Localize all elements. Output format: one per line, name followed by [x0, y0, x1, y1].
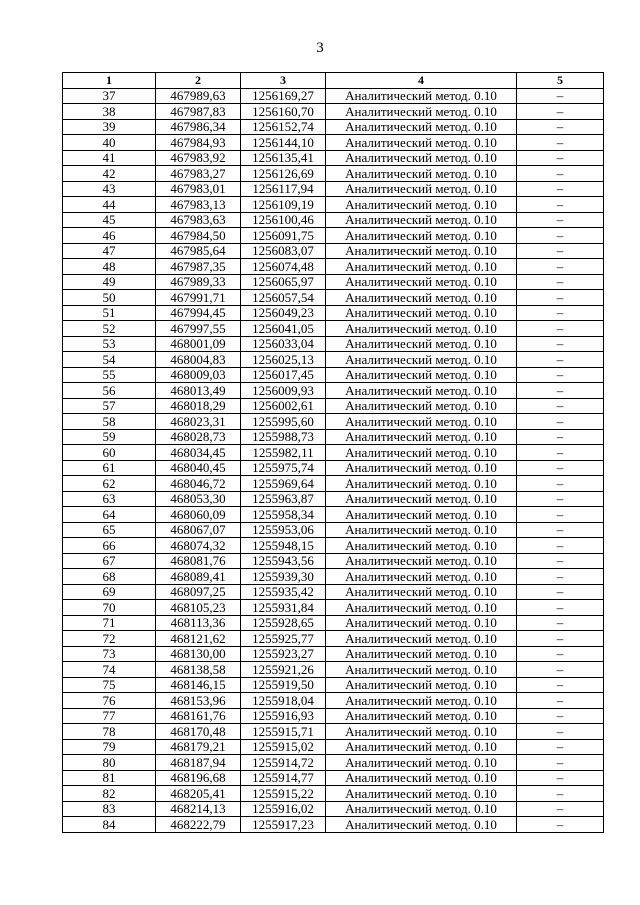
- point-number-cell: 65: [63, 522, 156, 538]
- point-number-cell: 71: [63, 615, 156, 631]
- table-row: [63, 352, 604, 368]
- method-cell: Аналитический метод. 0.10: [326, 290, 517, 306]
- point-number-cell: 81: [63, 770, 156, 786]
- x-coordinate-cell: 468060,09: [156, 507, 241, 523]
- remark-cell: –: [517, 677, 604, 693]
- remark-cell: –: [517, 228, 604, 244]
- y-coordinate-cell: 1255969,64: [241, 476, 326, 492]
- x-coordinate-cell: 468097,25: [156, 584, 241, 600]
- table-row: [63, 693, 604, 709]
- y-coordinate-cell: 1256009,93: [241, 383, 326, 399]
- remark-cell: –: [517, 584, 604, 600]
- x-coordinate-cell: 467997,55: [156, 321, 241, 337]
- x-coordinate-cell: 468187,94: [156, 755, 241, 771]
- method-cell: Аналитический метод. 0.10: [326, 88, 517, 104]
- method-cell: Аналитический метод. 0.10: [326, 367, 517, 383]
- point-number-cell: 68: [63, 569, 156, 585]
- table-row: [63, 476, 604, 492]
- table-row: [63, 755, 604, 771]
- x-coordinate-cell: 468053,30: [156, 491, 241, 507]
- remark-cell: –: [517, 398, 604, 414]
- table-row: [63, 166, 604, 182]
- method-cell: Аналитический метод. 0.10: [326, 274, 517, 290]
- table-row: [63, 584, 604, 600]
- method-cell: Аналитический метод. 0.10: [326, 491, 517, 507]
- x-coordinate-cell: 467987,83: [156, 104, 241, 120]
- table-row: [63, 181, 604, 197]
- x-coordinate-cell: 467991,71: [156, 290, 241, 306]
- y-coordinate-cell: 1256126,69: [241, 166, 326, 182]
- remark-cell: –: [517, 522, 604, 538]
- remark-cell: –: [517, 739, 604, 755]
- x-coordinate-cell: 467983,27: [156, 166, 241, 182]
- table-row: [63, 197, 604, 213]
- y-coordinate-cell: 1256033,04: [241, 336, 326, 352]
- method-cell: Аналитический метод. 0.10: [326, 119, 517, 135]
- remark-cell: –: [517, 290, 604, 306]
- point-number-cell: 75: [63, 677, 156, 693]
- y-coordinate-cell: 1256025,13: [241, 352, 326, 368]
- y-coordinate-cell: 1256074,48: [241, 259, 326, 275]
- method-cell: Аналитический метод. 0.10: [326, 693, 517, 709]
- header-col-3: 3: [241, 73, 326, 89]
- y-coordinate-cell: 1255963,87: [241, 491, 326, 507]
- table-row: [63, 398, 604, 414]
- remark-cell: –: [517, 197, 604, 213]
- remark-cell: –: [517, 708, 604, 724]
- x-coordinate-cell: 468023,31: [156, 414, 241, 430]
- point-number-cell: 42: [63, 166, 156, 182]
- x-coordinate-cell: 467983,13: [156, 197, 241, 213]
- point-number-cell: 40: [63, 135, 156, 151]
- y-coordinate-cell: 1255958,34: [241, 507, 326, 523]
- remark-cell: –: [517, 817, 604, 833]
- table-row: [63, 677, 604, 693]
- method-cell: Аналитический метод. 0.10: [326, 445, 517, 461]
- method-cell: Аналитический метод. 0.10: [326, 708, 517, 724]
- y-coordinate-cell: 1255914,77: [241, 770, 326, 786]
- table-row: [63, 801, 604, 817]
- x-coordinate-cell: 468009,03: [156, 367, 241, 383]
- point-number-cell: 57: [63, 398, 156, 414]
- y-coordinate-cell: 1255916,02: [241, 801, 326, 817]
- table-row: [63, 243, 604, 259]
- point-number-cell: 79: [63, 739, 156, 755]
- y-coordinate-cell: 1255982,11: [241, 445, 326, 461]
- y-coordinate-cell: 1255943,56: [241, 553, 326, 569]
- method-cell: Аналитический метод. 0.10: [326, 352, 517, 368]
- method-cell: Аналитический метод. 0.10: [326, 662, 517, 678]
- x-coordinate-cell: 468018,29: [156, 398, 241, 414]
- table-row: [63, 538, 604, 554]
- method-cell: Аналитический метод. 0.10: [326, 104, 517, 120]
- method-cell: Аналитический метод. 0.10: [326, 336, 517, 352]
- remark-cell: –: [517, 181, 604, 197]
- table-row: [63, 770, 604, 786]
- remark-cell: –: [517, 538, 604, 554]
- table-row: [63, 228, 604, 244]
- x-coordinate-cell: 468089,41: [156, 569, 241, 585]
- y-coordinate-cell: 1256057,54: [241, 290, 326, 306]
- method-cell: Аналитический метод. 0.10: [326, 398, 517, 414]
- x-coordinate-cell: 468179,21: [156, 739, 241, 755]
- x-coordinate-cell: 467989,63: [156, 88, 241, 104]
- point-number-cell: 84: [63, 817, 156, 833]
- x-coordinate-cell: 468130,00: [156, 646, 241, 662]
- remark-cell: –: [517, 755, 604, 771]
- point-number-cell: 48: [63, 259, 156, 275]
- remark-cell: –: [517, 336, 604, 352]
- remark-cell: –: [517, 243, 604, 259]
- x-coordinate-cell: 467987,35: [156, 259, 241, 275]
- y-coordinate-cell: 1255988,73: [241, 429, 326, 445]
- y-coordinate-cell: 1256109,19: [241, 197, 326, 213]
- remark-cell: –: [517, 770, 604, 786]
- table-row: [63, 522, 604, 538]
- method-cell: Аналитический метод. 0.10: [326, 615, 517, 631]
- table-row: [63, 662, 604, 678]
- table-row: [63, 119, 604, 135]
- point-number-cell: 62: [63, 476, 156, 492]
- point-number-cell: 38: [63, 104, 156, 120]
- x-coordinate-cell: 467984,93: [156, 135, 241, 151]
- y-coordinate-cell: 1256002,61: [241, 398, 326, 414]
- point-number-cell: 50: [63, 290, 156, 306]
- x-coordinate-cell: 468105,23: [156, 600, 241, 616]
- x-coordinate-cell: 468214,13: [156, 801, 241, 817]
- point-number-cell: 56: [63, 383, 156, 399]
- remark-cell: –: [517, 724, 604, 740]
- method-cell: Аналитический метод. 0.10: [326, 166, 517, 182]
- page-number: 3: [316, 40, 324, 56]
- remark-cell: –: [517, 352, 604, 368]
- remark-cell: –: [517, 88, 604, 104]
- method-cell: Аналитический метод. 0.10: [326, 739, 517, 755]
- table-row: [63, 507, 604, 523]
- method-cell: Аналитический метод. 0.10: [326, 770, 517, 786]
- point-number-cell: 41: [63, 150, 156, 166]
- method-cell: Аналитический метод. 0.10: [326, 150, 517, 166]
- remark-cell: –: [517, 600, 604, 616]
- x-coordinate-cell: 468046,72: [156, 476, 241, 492]
- remark-cell: –: [517, 150, 604, 166]
- table-row: [63, 491, 604, 507]
- x-coordinate-cell: 467989,33: [156, 274, 241, 290]
- y-coordinate-cell: 1255975,74: [241, 460, 326, 476]
- point-number-cell: 66: [63, 538, 156, 554]
- point-number-cell: 60: [63, 445, 156, 461]
- remark-cell: –: [517, 801, 604, 817]
- point-number-cell: 43: [63, 181, 156, 197]
- table-row: [63, 786, 604, 802]
- point-number-cell: 61: [63, 460, 156, 476]
- table-body: [63, 88, 604, 832]
- method-cell: Аналитический метод. 0.10: [326, 321, 517, 337]
- remark-cell: –: [517, 166, 604, 182]
- table-row: [63, 274, 604, 290]
- x-coordinate-cell: 468196,68: [156, 770, 241, 786]
- method-cell: Аналитический метод. 0.10: [326, 801, 517, 817]
- y-coordinate-cell: 1256135,41: [241, 150, 326, 166]
- point-number-cell: 52: [63, 321, 156, 337]
- y-coordinate-cell: 1255917,23: [241, 817, 326, 833]
- point-number-cell: 49: [63, 274, 156, 290]
- table-row: [63, 646, 604, 662]
- x-coordinate-cell: 468040,45: [156, 460, 241, 476]
- method-cell: Аналитический метод. 0.10: [326, 507, 517, 523]
- table-row: [63, 336, 604, 352]
- point-number-cell: 82: [63, 786, 156, 802]
- header-col-5: 5: [517, 73, 604, 89]
- method-cell: Аналитический метод. 0.10: [326, 631, 517, 647]
- remark-cell: –: [517, 491, 604, 507]
- method-cell: Аналитический метод. 0.10: [326, 460, 517, 476]
- point-number-cell: 74: [63, 662, 156, 678]
- y-coordinate-cell: 1255919,50: [241, 677, 326, 693]
- point-number-cell: 39: [63, 119, 156, 135]
- point-number-cell: 51: [63, 305, 156, 321]
- y-coordinate-cell: 1256049,23: [241, 305, 326, 321]
- point-number-cell: 37: [63, 88, 156, 104]
- table-row: [63, 724, 604, 740]
- method-cell: Аналитический метод. 0.10: [326, 553, 517, 569]
- header-col-2: 2: [156, 73, 241, 89]
- table-row: [63, 615, 604, 631]
- table-row: [63, 739, 604, 755]
- remark-cell: –: [517, 460, 604, 476]
- remark-cell: –: [517, 414, 604, 430]
- table-row: [63, 553, 604, 569]
- header-col-4: 4: [326, 73, 517, 89]
- x-coordinate-cell: 467994,45: [156, 305, 241, 321]
- method-cell: Аналитический метод. 0.10: [326, 383, 517, 399]
- remark-cell: –: [517, 553, 604, 569]
- point-number-cell: 58: [63, 414, 156, 430]
- x-coordinate-cell: 468067,07: [156, 522, 241, 538]
- y-coordinate-cell: 1256169,27: [241, 88, 326, 104]
- remark-cell: –: [517, 662, 604, 678]
- point-number-cell: 70: [63, 600, 156, 616]
- y-coordinate-cell: 1255915,02: [241, 739, 326, 755]
- x-coordinate-cell: 468013,49: [156, 383, 241, 399]
- method-cell: Аналитический метод. 0.10: [326, 600, 517, 616]
- y-coordinate-cell: 1255918,04: [241, 693, 326, 709]
- point-number-cell: 67: [63, 553, 156, 569]
- remark-cell: –: [517, 646, 604, 662]
- x-coordinate-cell: 468113,36: [156, 615, 241, 631]
- y-coordinate-cell: 1256041,05: [241, 321, 326, 337]
- method-cell: Аналитический метод. 0.10: [326, 212, 517, 228]
- y-coordinate-cell: 1256017,45: [241, 367, 326, 383]
- x-coordinate-cell: 468205,41: [156, 786, 241, 802]
- remark-cell: –: [517, 321, 604, 337]
- table-row: [63, 259, 604, 275]
- table-row: [63, 321, 604, 337]
- x-coordinate-cell: 468146,15: [156, 677, 241, 693]
- y-coordinate-cell: 1256152,74: [241, 119, 326, 135]
- point-number-cell: 59: [63, 429, 156, 445]
- point-number-cell: 73: [63, 646, 156, 662]
- table-row: [63, 88, 604, 104]
- x-coordinate-cell: 468081,76: [156, 553, 241, 569]
- remark-cell: –: [517, 476, 604, 492]
- method-cell: Аналитический метод. 0.10: [326, 135, 517, 151]
- remark-cell: –: [517, 383, 604, 399]
- table-row: [63, 414, 604, 430]
- point-number-cell: 77: [63, 708, 156, 724]
- remark-cell: –: [517, 305, 604, 321]
- table-row: [63, 367, 604, 383]
- remark-cell: –: [517, 429, 604, 445]
- y-coordinate-cell: 1255915,71: [241, 724, 326, 740]
- x-coordinate-cell: 468034,45: [156, 445, 241, 461]
- method-cell: Аналитический метод. 0.10: [326, 414, 517, 430]
- method-cell: Аналитический метод. 0.10: [326, 677, 517, 693]
- remark-cell: –: [517, 445, 604, 461]
- table-row: [63, 104, 604, 120]
- y-coordinate-cell: 1255995,60: [241, 414, 326, 430]
- table-row: [63, 429, 604, 445]
- y-coordinate-cell: 1255923,27: [241, 646, 326, 662]
- table-row: [63, 150, 604, 166]
- y-coordinate-cell: 1256144,10: [241, 135, 326, 151]
- y-coordinate-cell: 1255925,77: [241, 631, 326, 647]
- method-cell: Аналитический метод. 0.10: [326, 305, 517, 321]
- point-number-cell: 55: [63, 367, 156, 383]
- point-number-cell: 64: [63, 507, 156, 523]
- table-row: [63, 212, 604, 228]
- remark-cell: –: [517, 786, 604, 802]
- method-cell: Аналитический метод. 0.10: [326, 259, 517, 275]
- table-row: [63, 708, 604, 724]
- method-cell: Аналитический метод. 0.10: [326, 646, 517, 662]
- table-row: [63, 569, 604, 585]
- x-coordinate-cell: 468161,76: [156, 708, 241, 724]
- y-coordinate-cell: 1256091,75: [241, 228, 326, 244]
- point-number-cell: 80: [63, 755, 156, 771]
- point-number-cell: 83: [63, 801, 156, 817]
- remark-cell: –: [517, 615, 604, 631]
- remark-cell: –: [517, 104, 604, 120]
- method-cell: Аналитический метод. 0.10: [326, 228, 517, 244]
- x-coordinate-cell: 468004,83: [156, 352, 241, 368]
- table-row: [63, 631, 604, 647]
- point-number-cell: 72: [63, 631, 156, 647]
- table-row: [63, 135, 604, 151]
- y-coordinate-cell: 1255928,65: [241, 615, 326, 631]
- remark-cell: –: [517, 119, 604, 135]
- x-coordinate-cell: 467985,64: [156, 243, 241, 259]
- x-coordinate-cell: 468138,58: [156, 662, 241, 678]
- point-number-cell: 53: [63, 336, 156, 352]
- method-cell: Аналитический метод. 0.10: [326, 817, 517, 833]
- method-cell: Аналитический метод. 0.10: [326, 476, 517, 492]
- remark-cell: –: [517, 367, 604, 383]
- x-coordinate-cell: 467984,50: [156, 228, 241, 244]
- point-number-cell: 78: [63, 724, 156, 740]
- y-coordinate-cell: 1256100,46: [241, 212, 326, 228]
- y-coordinate-cell: 1255935,42: [241, 584, 326, 600]
- method-cell: Аналитический метод. 0.10: [326, 724, 517, 740]
- x-coordinate-cell: 468001,09: [156, 336, 241, 352]
- method-cell: Аналитический метод. 0.10: [326, 243, 517, 259]
- table-row: [63, 383, 604, 399]
- y-coordinate-cell: 1256160,70: [241, 104, 326, 120]
- table-row: [63, 460, 604, 476]
- table-row: [63, 445, 604, 461]
- method-cell: Аналитический метод. 0.10: [326, 429, 517, 445]
- y-coordinate-cell: 1255931,84: [241, 600, 326, 616]
- table-row: [63, 305, 604, 321]
- remark-cell: –: [517, 212, 604, 228]
- method-cell: Аналитический метод. 0.10: [326, 569, 517, 585]
- header-col-1: 1: [63, 73, 156, 89]
- coordinates-table: [62, 72, 604, 833]
- y-coordinate-cell: 1256083,07: [241, 243, 326, 259]
- remark-cell: –: [517, 274, 604, 290]
- remark-cell: –: [517, 135, 604, 151]
- y-coordinate-cell: 1255953,06: [241, 522, 326, 538]
- x-coordinate-cell: 468153,96: [156, 693, 241, 709]
- x-coordinate-cell: 468028,73: [156, 429, 241, 445]
- table-header-row: [63, 73, 604, 89]
- remark-cell: –: [517, 259, 604, 275]
- point-number-cell: 54: [63, 352, 156, 368]
- y-coordinate-cell: 1255915,22: [241, 786, 326, 802]
- y-coordinate-cell: 1255948,15: [241, 538, 326, 554]
- method-cell: Аналитический метод. 0.10: [326, 584, 517, 600]
- point-number-cell: 45: [63, 212, 156, 228]
- point-number-cell: 47: [63, 243, 156, 259]
- y-coordinate-cell: 1255914,72: [241, 755, 326, 771]
- method-cell: Аналитический метод. 0.10: [326, 538, 517, 554]
- x-coordinate-cell: 468170,48: [156, 724, 241, 740]
- remark-cell: –: [517, 631, 604, 647]
- table-row: [63, 290, 604, 306]
- method-cell: Аналитический метод. 0.10: [326, 522, 517, 538]
- remark-cell: –: [517, 569, 604, 585]
- point-number-cell: 44: [63, 197, 156, 213]
- x-coordinate-cell: 468121,62: [156, 631, 241, 647]
- x-coordinate-cell: 468222,79: [156, 817, 241, 833]
- x-coordinate-cell: 467983,92: [156, 150, 241, 166]
- table-row: [63, 817, 604, 833]
- y-coordinate-cell: 1256117,94: [241, 181, 326, 197]
- x-coordinate-cell: 467986,34: [156, 119, 241, 135]
- point-number-cell: 63: [63, 491, 156, 507]
- point-number-cell: 69: [63, 584, 156, 600]
- table-row: [63, 600, 604, 616]
- y-coordinate-cell: 1256065,97: [241, 274, 326, 290]
- y-coordinate-cell: 1255916,93: [241, 708, 326, 724]
- x-coordinate-cell: 467983,01: [156, 181, 241, 197]
- remark-cell: –: [517, 507, 604, 523]
- method-cell: Аналитический метод. 0.10: [326, 786, 517, 802]
- point-number-cell: 76: [63, 693, 156, 709]
- method-cell: Аналитический метод. 0.10: [326, 197, 517, 213]
- point-number-cell: 46: [63, 228, 156, 244]
- x-coordinate-cell: 467983,63: [156, 212, 241, 228]
- x-coordinate-cell: 468074,32: [156, 538, 241, 554]
- remark-cell: –: [517, 693, 604, 709]
- y-coordinate-cell: 1255939,30: [241, 569, 326, 585]
- method-cell: Аналитический метод. 0.10: [326, 755, 517, 771]
- y-coordinate-cell: 1255921,26: [241, 662, 326, 678]
- method-cell: Аналитический метод. 0.10: [326, 181, 517, 197]
